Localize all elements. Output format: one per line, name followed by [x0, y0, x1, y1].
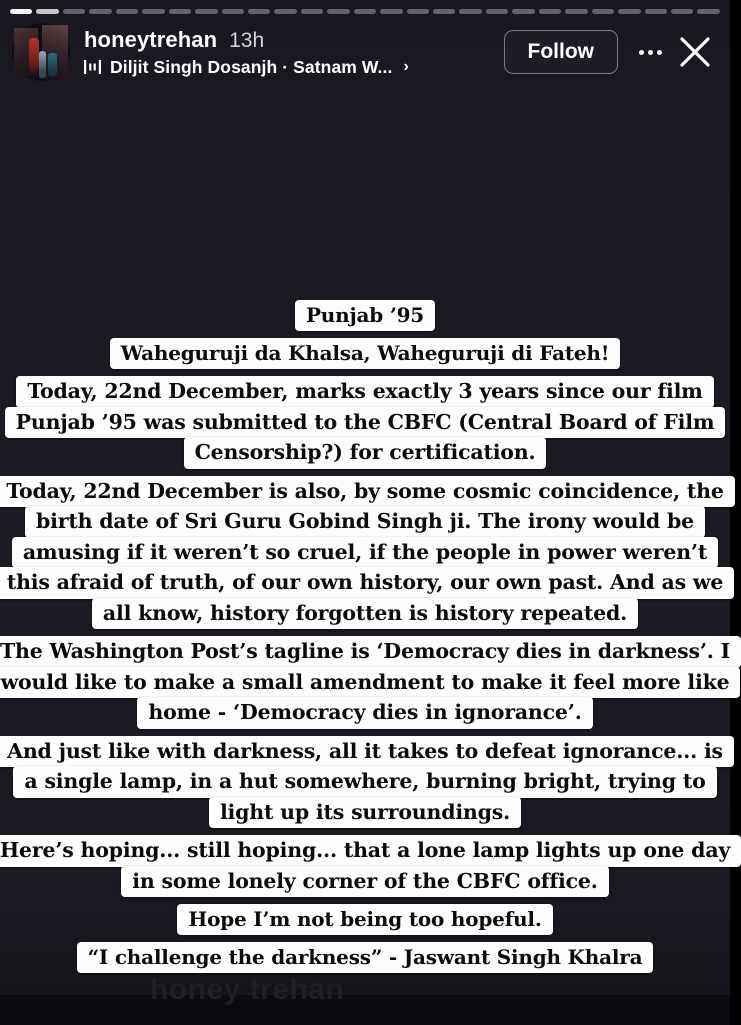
progress-segment[interactable]: [433, 9, 455, 14]
story-text-line: would like to make a small amendment to make it feel more like: [0, 667, 740, 699]
progress-segment[interactable]: [697, 9, 719, 14]
watermark-text: honey trehan: [150, 973, 345, 1006]
progress-segment[interactable]: [380, 9, 402, 14]
story-text-line: Today, 22nd December, marks exactly 3 years since our film: [16, 376, 713, 408]
story-text-block: [0, 942, 730, 972]
story-text-line: in some lonely corner of the CBFC office.: [121, 866, 608, 898]
story-header: [0, 22, 730, 82]
progress-segment[interactable]: [565, 9, 587, 14]
progress-segment[interactable]: [301, 9, 323, 14]
story-text-line: Punjab ’95: [295, 300, 435, 331]
story-text-line: Hope I’m not being too hopeful.: [177, 904, 552, 935]
progress-segment[interactable]: [671, 9, 693, 14]
story-text-line: amusing if it weren’t so cruel, if the people in power weren’t: [12, 537, 718, 569]
progress-segment[interactable]: [10, 9, 32, 14]
story-text-line: Waheguruji da Khalsa, Waheguruji di Fateh!: [110, 338, 621, 369]
username[interactable]: honeytrehan: [84, 26, 218, 52]
story-text-line: Today, 22nd December is also, by some cosmic coincidence, the: [0, 476, 735, 508]
story-text-content: [0, 300, 730, 980]
story-text-line: Censorship?) for certification.: [184, 437, 547, 469]
progress-segment[interactable]: [512, 9, 534, 14]
follow-button[interactable]: Follow: [504, 30, 619, 74]
music-note-bars-icon: [84, 58, 101, 77]
story-text-line: And just like with darkness, all it takes to defeat ignorance... is: [0, 736, 734, 768]
story-text-block: [0, 376, 730, 468]
story-meta: [84, 27, 504, 78]
progress-segment[interactable]: [618, 9, 640, 14]
story-text-block: [0, 476, 730, 629]
story-text-line: this afraid of truth, of our own history, our own past. And as we: [0, 567, 734, 599]
progress-segment[interactable]: [459, 9, 481, 14]
story-text-line: “I challenge the darkness” - Jaswant Singh Khalra: [77, 942, 654, 973]
story-text-block: [0, 338, 730, 368]
music-title: Diljit Singh Dosanjh · Satnam W...: [110, 56, 393, 77]
progress-segment[interactable]: [248, 9, 270, 14]
bottom-watermark-strip: [0, 973, 730, 1025]
progress-segment[interactable]: [36, 9, 58, 14]
progress-segment[interactable]: [486, 9, 508, 14]
story-text-block: [0, 904, 730, 934]
story-progress-bar: [10, 9, 720, 14]
chevron-right-icon: ›: [403, 58, 409, 75]
progress-segment[interactable]: [327, 9, 349, 14]
progress-segment[interactable]: [116, 9, 138, 14]
timestamp: 13h: [229, 28, 265, 52]
avatar[interactable]: [12, 23, 70, 81]
progress-segment[interactable]: [169, 9, 191, 14]
progress-segment[interactable]: [195, 9, 217, 14]
story-text-line: The Washington Post’s tagline is ‘Democracy dies in darkness’. I: [0, 636, 741, 668]
story-text-block: [0, 736, 730, 828]
progress-segment[interactable]: [354, 9, 376, 14]
story-text-line: Punjab ’95 was submitted to the CBFC (Central Board of Film: [5, 407, 726, 439]
story-text-line: birth date of Sri Guru Gobind Singh ji. The irony would be: [25, 506, 705, 538]
story-text-block: [0, 835, 730, 896]
progress-segment[interactable]: [407, 9, 429, 14]
progress-segment[interactable]: [539, 9, 561, 14]
progress-segment[interactable]: [89, 9, 111, 14]
story-meta-primary: [84, 27, 504, 53]
story-text-line: home - ‘Democracy dies in ignorance’.: [137, 697, 592, 729]
story-text-line: light up its surroundings.: [209, 797, 521, 829]
progress-segment[interactable]: [222, 9, 244, 14]
music-attribution[interactable]: [84, 57, 504, 78]
story-text-line: Here’s hoping... still hoping... that a lone lamp lights up one day: [0, 835, 741, 867]
story-text-block: [0, 300, 730, 330]
progress-segment[interactable]: [274, 9, 296, 14]
progress-segment[interactable]: [142, 9, 164, 14]
progress-segment[interactable]: [63, 9, 85, 14]
story-text-line: all know, history forgotten is history repeated.: [92, 598, 638, 630]
story-text-block: [0, 636, 730, 728]
progress-segment[interactable]: [592, 9, 614, 14]
story-text-line: a single lamp, in a hut somewhere, burning bright, trying to: [13, 766, 716, 798]
more-options-icon[interactable]: [632, 34, 668, 70]
close-icon[interactable]: [674, 31, 716, 73]
progress-segment[interactable]: [645, 9, 667, 14]
